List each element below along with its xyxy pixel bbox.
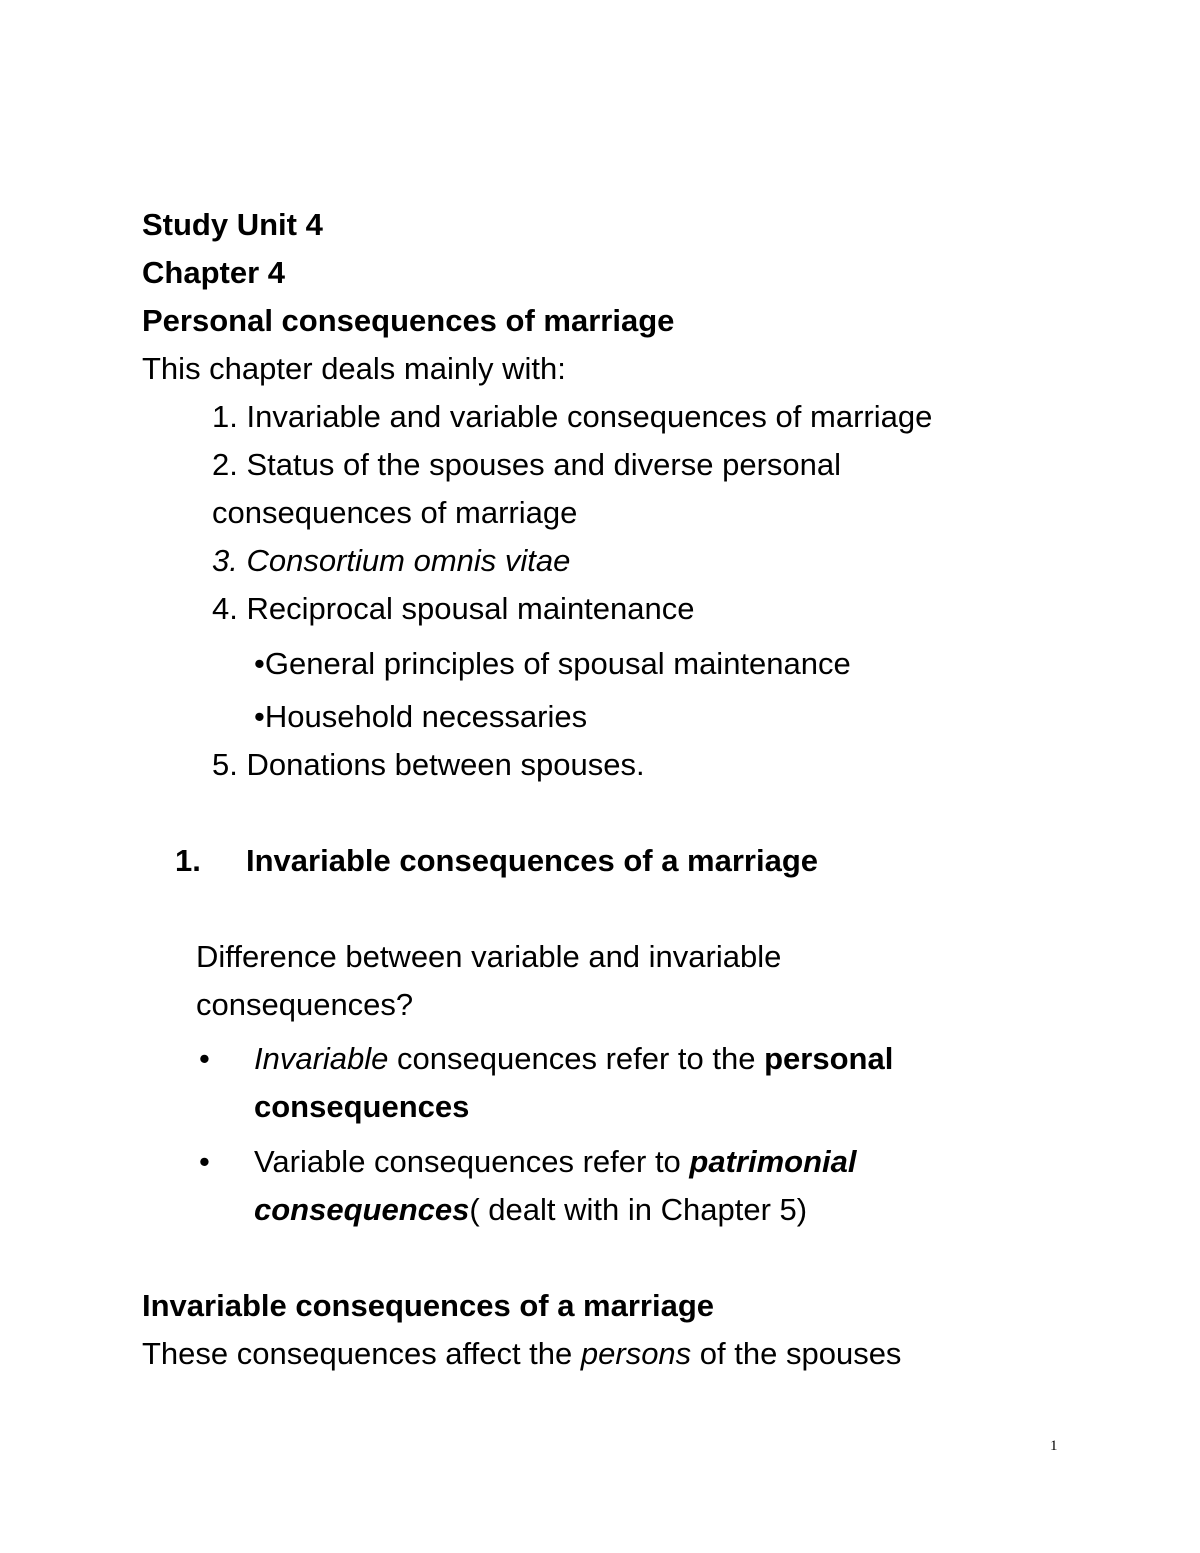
bullet-2-line2-text: ( dealt with in Chapter 5) xyxy=(469,1192,808,1227)
page-title: Personal consequences of marriage xyxy=(142,303,675,338)
intro-item-1: 1. Invariable and variable consequences of marriage xyxy=(212,399,933,434)
bullet-1-bold: personal xyxy=(764,1041,894,1076)
bullet-2-dot: • xyxy=(199,1144,210,1179)
bullet-2-line2 xyxy=(254,1190,807,1230)
study-unit-heading: Study Unit 4 xyxy=(142,207,323,242)
intro-sub-item-2: •Household necessaries xyxy=(254,699,588,734)
bullet-2-line2-bold-italic: consequences xyxy=(254,1192,470,1227)
chapter-heading: Chapter 4 xyxy=(142,255,285,290)
bullet-1-italic: Invariable xyxy=(254,1041,389,1076)
section2-text-before: These consequences affect the xyxy=(142,1336,581,1371)
bullet-1-text: consequences refer to the xyxy=(388,1041,765,1076)
intro-sub-item-1: •General principles of spousal maintenance xyxy=(254,646,851,681)
bullet-1-dot: • xyxy=(199,1041,210,1076)
section2-heading: Invariable consequences of a marriage xyxy=(142,1288,715,1323)
intro-lead: This chapter deals mainly with: xyxy=(142,351,566,386)
section2-text-after: of the spouses xyxy=(691,1336,902,1371)
intro-item-2: 2. Status of the spouses and diverse personal xyxy=(212,447,842,482)
bullet-2-line1 xyxy=(254,1142,857,1182)
section1-question-line1: Difference between variable and invariable xyxy=(196,939,782,974)
intro-item-3: 3. Consortium omnis vitae xyxy=(212,543,571,578)
intro-item-4: 4. Reciprocal spousal maintenance xyxy=(212,591,695,626)
page-number: 1 xyxy=(1050,1438,1058,1454)
section1-heading: Invariable consequences of a marriage xyxy=(246,843,819,878)
bullet-2-text: Variable consequences refer to xyxy=(254,1144,690,1179)
bullet-1-line2: consequences xyxy=(254,1089,470,1124)
intro-item-5: 5. Donations between spouses. xyxy=(212,747,645,782)
section2-text-italic: persons xyxy=(580,1336,692,1371)
section1-question-line2: consequences? xyxy=(196,987,414,1022)
bullet-2-bold-italic: patrimonial xyxy=(689,1144,857,1179)
section1-number: 1. xyxy=(175,843,201,878)
section2-text xyxy=(142,1334,901,1374)
intro-item-2-continued: consequences of marriage xyxy=(212,495,578,530)
bullet-1-line1 xyxy=(254,1039,893,1079)
